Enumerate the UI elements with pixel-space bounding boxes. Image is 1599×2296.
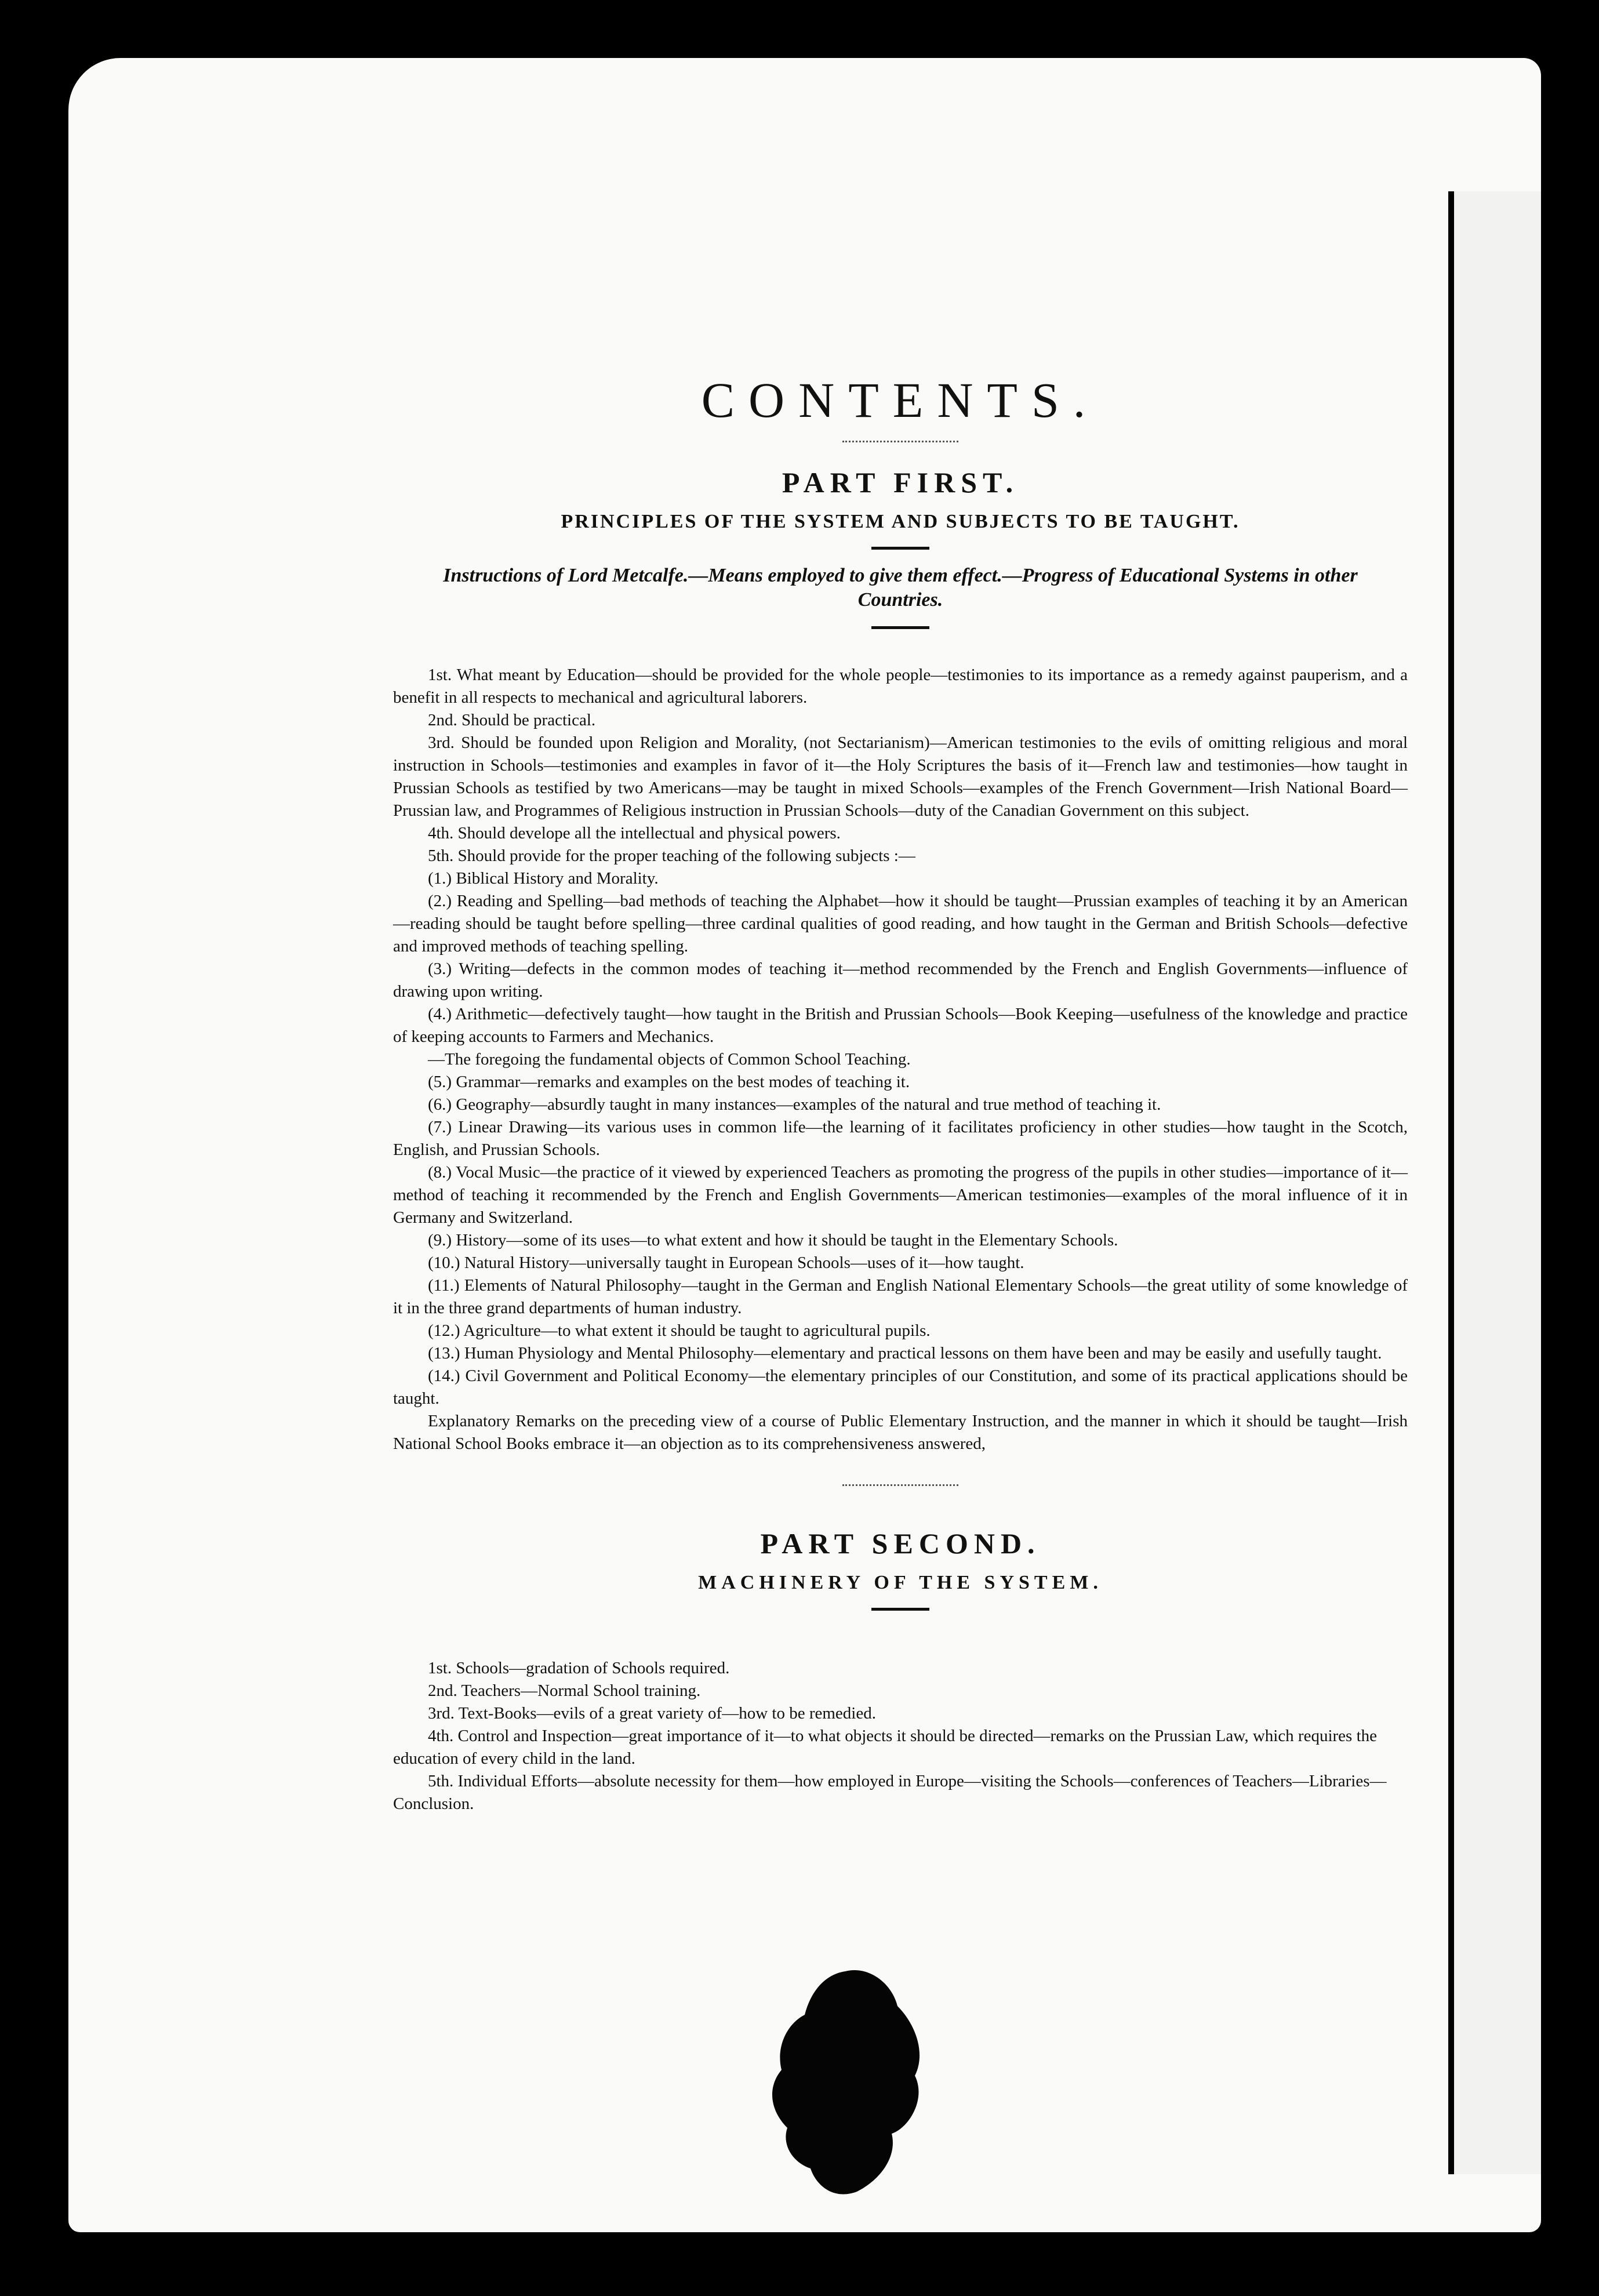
part-first-entries <box>393 664 1408 1455</box>
list-item: 5th. Should provide for the proper teaching of the following subjects :— <box>428 847 915 865</box>
list-item: 5th. Individual Efforts—absolute necessity for them—how employed in Europe—visiting the Schools—conferences of Teachers—Libraries—Conclusion. <box>393 1772 1387 1813</box>
contents-text <box>393 348 1408 1815</box>
ornamental-divider <box>842 441 958 442</box>
list-item: —The foregoing the fundamental objects of Common School Teaching. <box>428 1050 911 1069</box>
adjacent-page-edge <box>1448 191 1541 2174</box>
list-item: Explanatory Remarks on the preceding view of a course of Public Elementary Instruction, and the manner in which it should be taught—Irish National School Books embrace it—an objection as to its comprehensiveness answered, <box>393 1412 1408 1453</box>
short-rule <box>871 626 929 629</box>
list-item: (1.) Biblical History and Morality. <box>428 869 659 888</box>
list-item: 3rd. Text-Books—evils of a great variety of—how to be remedied. <box>428 1704 876 1723</box>
part-first-heading: PART FIRST. <box>782 466 1019 499</box>
list-item: (10.) Natural History—universally taught in European Schools—uses of it—how taught. <box>428 1254 1024 1272</box>
short-rule <box>871 1608 929 1611</box>
part-first-subheading: PRINCIPLES OF THE SYSTEM AND SUBJECTS TO BE TAUGHT. <box>561 511 1240 532</box>
list-item: 4th. Should develope all the intellectual and physical powers. <box>428 824 841 842</box>
ornamental-divider <box>842 1484 958 1486</box>
list-item: (5.) Grammar—remarks and examples on the best modes of teaching it. <box>428 1073 910 1091</box>
list-item: (4.) Arithmetic—defectively taught—how taught in the British and Prussian Schools—Book Keeping—usefulness of the knowledge and practice of keeping accounts to Farmers and Mechanics. <box>393 1005 1408 1046</box>
list-item: (8.) Vocal Music—the practice of it viewed by experienced Teachers as promoting the progress of the pupils in other studies—importance of it—method of teaching it recommended by the French and English Governments—American testimonies—examples of the moral influence of it in Germany and Switzerland. <box>393 1163 1408 1227</box>
scanned-page <box>68 58 1541 2232</box>
part-second-entries <box>393 1657 1408 1815</box>
part-first-intro: Instructions of Lord Metcalfe.—Means employed to give them effect.—Progress of Educational Systems in other Countries. <box>443 565 1358 611</box>
short-rule <box>871 547 929 550</box>
list-item: 1st. What meant by Education—should be provided for the whole people—testimonies to its importance as a remedy against pauperism, and a benefit in all respects to mechanical and agricultural laborers. <box>393 666 1408 707</box>
list-item: (9.) History—some of its uses—to what extent and how it should be taught in the Elementary Schools. <box>428 1231 1118 1249</box>
list-item: (3.) Writing—defects in the common modes of teaching it—method recommended by the French and English Governments—influence of drawing upon writing. <box>393 960 1408 1001</box>
list-item: 2nd. Teachers—Normal School training. <box>428 1681 701 1700</box>
list-item: (6.) Geography—absurdly taught in many instances—examples of the natural and true method of teaching it. <box>428 1095 1161 1114</box>
list-item: (11.) Elements of Natural Philosophy—taught in the German and English National Elementary Schools—the great utility of some knowledge of it in the three grand departments of human industry. <box>393 1276 1408 1317</box>
list-item: (2.) Reading and Spelling—bad methods of teaching the Alphabet—how it should be taught—Prussian examples of teaching it by an American—reading should be taught before spelling—three cardinal qualities of good reading, and how taught in the German and British Schools—defective and improved methods of teaching spelling. <box>393 892 1408 956</box>
list-item: 4th. Control and Inspection—great importance of it—to what objects it should be directed—remarks on the Prussian Law, which requires the education of every child in the land. <box>393 1727 1378 1768</box>
list-item: 1st. Schools—gradation of Schools required. <box>428 1659 730 1677</box>
ink-stain <box>758 1960 932 2203</box>
list-item: (7.) Linear Drawing—its various uses in common life—the learning of it facilitates proficiency in other studies—how taught in the Scotch, English, and Prussian Schools. <box>393 1118 1408 1159</box>
part-second-heading: PART SECOND. <box>760 1527 1041 1560</box>
list-item: 2nd. Should be practical. <box>428 711 596 729</box>
page-title: CONTENTS. <box>701 372 1100 428</box>
list-item: 3rd. Should be founded upon Religion and Morality, (not Sectarianism)—American testimonies to the evils of omitting religious and moral instruction in Schools—testimonies and examples in favor of it—the Holy Scriptures the basis of it—French law and testimonies—how taught in Prussian Schools as testified by two Americans—may be taught in mixed Schools—examples of the French Government—Irish National Board—Prussian law, and Programmes of Religious instruction in Prussian Schools—duty of the Canadian Government on this subject. <box>393 733 1408 820</box>
part-second-subheading: MACHINERY OF THE SYSTEM. <box>698 1572 1103 1593</box>
list-item: (14.) Civil Government and Political Economy—the elementary principles of our Constitution, and some of its practical applications should be taught. <box>393 1367 1408 1408</box>
list-item: (12.) Agriculture—to what extent it should be taught to agricultural pupils. <box>428 1321 931 1340</box>
list-item: (13.) Human Physiology and Mental Philosophy—elementary and practical lessons on them have been and may be easily and usefully taught. <box>428 1344 1382 1363</box>
